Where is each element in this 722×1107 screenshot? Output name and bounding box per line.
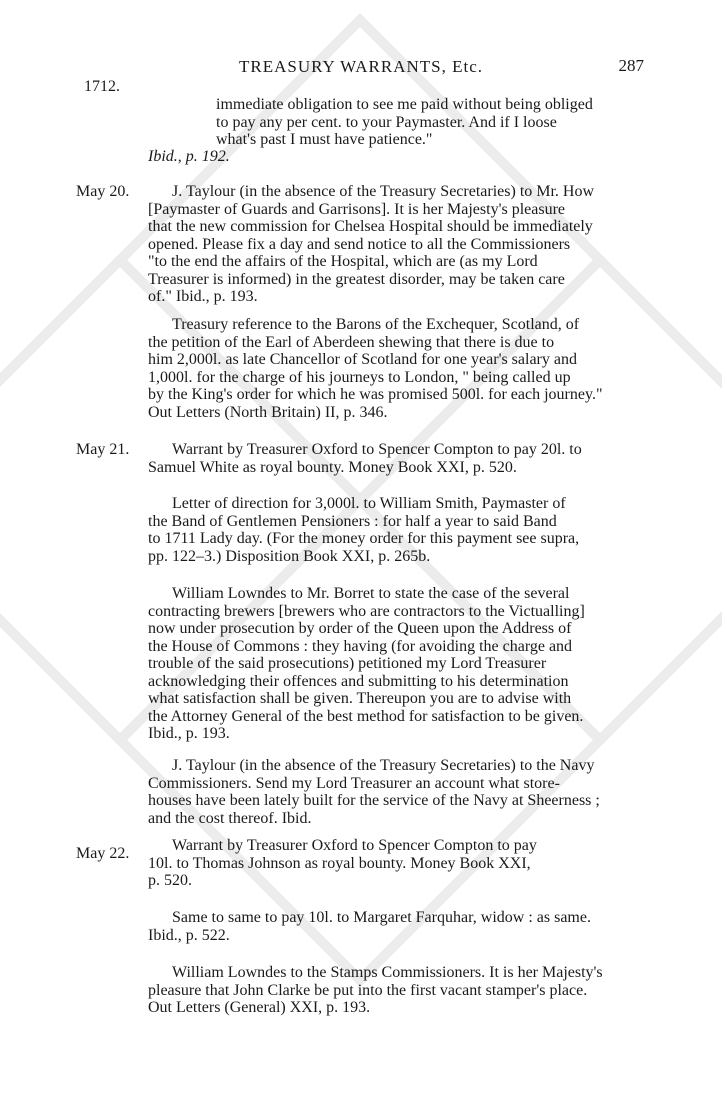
margin-date-may-20: May 20. xyxy=(76,183,130,200)
margin-date-may-22: May 22. xyxy=(76,845,130,862)
entry-2: Treasury reference to the Barons of the Exchequer, Scotland, of the petition of the Earl of Aberdeen shewing that there is due to him 2,000l. as late Chancellor of Scotland for one year's salary and 1,000l. for the charge of his journeys to London, " being called up by the King's order for which he was promised 500l. for each journey." Out Letters (North Britain) II, p. 346. xyxy=(148,316,603,421)
continuation-text: immediate obligation to see me paid without being obliged to pay any per cent. to your Paymaster. And if I loose what's past I must have patience." xyxy=(216,96,593,148)
entry-9: William Lowndes to the Stamps Commissioners. It is her Majesty's pleasure that John Clarke be put into the first vacant stamper's place. Out Letters (General) XXI, p. 193. xyxy=(148,964,603,1016)
entry-6: J. Taylour (in the absence of the Treasury Secretaries) to the Navy Commissioners. Send my Lord Treasurer an account what store- houses have been lately built for the service of the Navy at Sheerness ; and the cost thereof. Ibid. xyxy=(148,757,600,827)
continuation-reference: Ibid., p. 192. xyxy=(148,148,230,165)
entry-3: Warrant by Treasurer Oxford to Spencer Compton to pay 20l. to Samuel White as royal bounty. Money Book XXI, p. 520. xyxy=(148,441,582,476)
entry-1: J. Taylour (in the absence of the Treasury Secretaries) to Mr. How [Paymaster of Guards and Garrisons]. It is her Majesty's pleasure that the new commission for Chelsea Hospital should be immediately opened. Please fix a day and send notice to all the Commissioners "to the end the affairs of the Hospital, which are (as my Lord Treasurer is informed) in the greatest disorder, may be taken care of." Ibid., p. 193. xyxy=(148,183,595,305)
entry-7: Warrant by Treasurer Oxford to Spencer Compton to pay 10l. to Thomas Johnson as royal bounty. Money Book XXI, p. 520. xyxy=(148,837,537,889)
running-header-title: TREASURY WARRANTS, Etc. xyxy=(238,57,484,76)
entry-5: William Lowndes to Mr. Borret to state the case of the several contracting brewers [brewers who are contractors to the Victualling] now under prosecution by order of the Queen upon the Address of the House of Commons : they having (for avoiding the charge and trouble of the said prosecutions) petitioned my Lord Treasurer acknowledging their offences and submitting to his determination what satisfaction shall be given. Thereupon you are to advise with the Attorney General of the best method for satisfaction to be given. Ibid., p. 193. xyxy=(148,585,585,742)
entry-4: Letter of direction for 3,000l. to William Smith, Paymaster of the Band of Gentlemen Pensioners : for half a year to said Band to 1711 Lady day. (For the money order for this payment see supra, pp. 122–3.) Disposition Book XXI, p. 265b. xyxy=(148,495,580,565)
entry-8: Same to same to pay 10l. to Margaret Farquhar, widow : as same. Ibid., p. 522. xyxy=(148,909,591,944)
margin-date-may-21: May 21. xyxy=(76,441,130,458)
margin-year: 1712. xyxy=(84,78,120,95)
page-number: 287 xyxy=(618,56,644,75)
